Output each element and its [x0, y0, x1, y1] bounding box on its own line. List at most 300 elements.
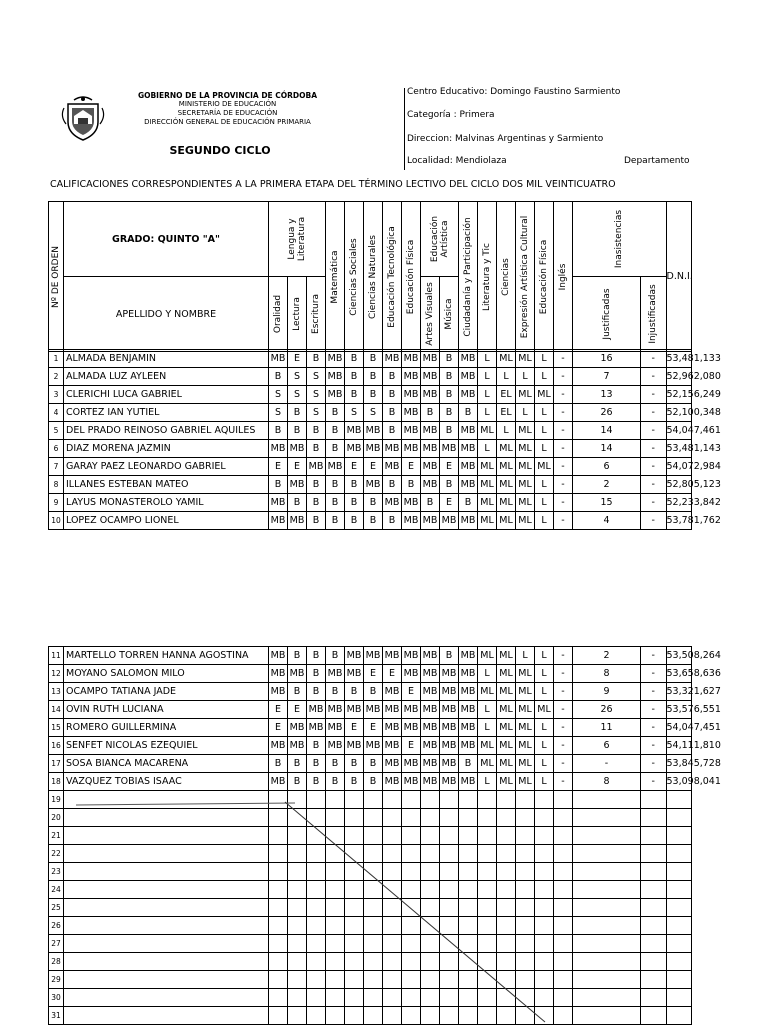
grade-cell: MB — [364, 737, 383, 755]
grade-cell: MB — [402, 665, 421, 683]
grade-cell: B — [364, 494, 383, 512]
province-shield-logo — [60, 94, 106, 142]
grade-cell: MB — [459, 773, 478, 791]
grade-cell: 6 — [573, 458, 641, 476]
row-number: 29 — [49, 971, 64, 989]
grade-cell: B — [288, 647, 307, 665]
ingles-header: Inglés — [554, 202, 573, 352]
grade-cell: L — [478, 350, 497, 368]
grade-cell: - — [641, 368, 667, 386]
grade-cell: MB — [269, 350, 288, 368]
grade-cell: B — [326, 647, 345, 665]
grade-cell: ML — [478, 494, 497, 512]
grade-cell: S — [288, 386, 307, 404]
grade-cell: B — [288, 683, 307, 701]
grade-cell: L — [478, 386, 497, 404]
grade-cell: B — [440, 422, 459, 440]
grade-cell: ML — [535, 701, 554, 719]
grade-cell: E — [288, 458, 307, 476]
grade-cell: E — [402, 458, 421, 476]
grade-cell: MB — [288, 476, 307, 494]
grade-cell: - — [554, 701, 573, 719]
grade-cell: L — [535, 440, 554, 458]
grade-cell: MB — [402, 350, 421, 368]
grade-cell: MB — [402, 512, 421, 530]
row-number: 31 — [49, 1007, 64, 1025]
grade-cell: 2 — [573, 476, 641, 494]
musica-header: Música — [440, 277, 459, 352]
row-number: 7 — [49, 458, 64, 476]
grade-cell: MB — [440, 755, 459, 773]
grade-cell: B — [383, 422, 402, 440]
grade-cell: ML — [516, 422, 535, 440]
grade-cell: MB — [364, 422, 383, 440]
grade-cell: 26 — [573, 404, 641, 422]
departamento: Departamento — [624, 156, 690, 166]
dni-cell: 52,100,348 — [666, 404, 692, 422]
grade-cell: MB — [364, 476, 383, 494]
grade-cell: 13 — [573, 386, 641, 404]
grade-cell: 4 — [573, 512, 641, 530]
grade-cell: - — [641, 719, 667, 737]
table-row — [49, 683, 692, 701]
grade-cell: MB — [459, 476, 478, 494]
grade-cell: MB — [421, 440, 440, 458]
table-row — [49, 440, 692, 458]
grade-cell: E — [345, 458, 364, 476]
grade-cell: MB — [288, 737, 307, 755]
grade-cell: B — [307, 512, 326, 530]
grade-cell: MB — [383, 494, 402, 512]
grade-cell: E — [288, 350, 307, 368]
grade-cell: B — [459, 404, 478, 422]
grade-cell: ML — [516, 773, 535, 791]
grade-cell: L — [535, 737, 554, 755]
table-row — [49, 422, 692, 440]
grade-cell: MB — [421, 512, 440, 530]
grade-cell: - — [641, 422, 667, 440]
student-name: VAZQUEZ TOBIAS ISAAC — [64, 773, 269, 791]
student-name: LOPEZ OCAMPO LIONEL — [64, 512, 269, 530]
grade-cell: MB — [326, 719, 345, 737]
grade-cell: 2 — [573, 647, 641, 665]
inasistencias-header: Inasistencias — [573, 202, 666, 277]
table-row — [49, 737, 692, 755]
student-name: SENFET NICOLAS EZEQUIEL — [64, 737, 269, 755]
grade-cell: B — [364, 512, 383, 530]
grade-cell: MB — [345, 701, 364, 719]
grade-cell: - — [641, 404, 667, 422]
grade-cell: MB — [383, 755, 402, 773]
dni-cell: 53,321,627 — [666, 683, 692, 701]
grade-cell: MB — [440, 683, 459, 701]
grade-cell: E — [364, 719, 383, 737]
escritura-header: Escritura — [307, 277, 326, 352]
grade-cell: B — [364, 773, 383, 791]
direction-line: DIRECCIÓN GENERAL DE EDUCACIÓN PRIMARIA — [144, 118, 311, 126]
grade-cell: MB — [421, 683, 440, 701]
grade-cell: MB — [440, 512, 459, 530]
grade-cell: B — [440, 386, 459, 404]
grade-cell: B — [288, 422, 307, 440]
grade-cell: - — [554, 440, 573, 458]
table-row — [49, 458, 692, 476]
grade-cell: MB — [402, 773, 421, 791]
grade-cell: B — [269, 476, 288, 494]
apellido-header: APELLIDO Y NOMBRE — [64, 277, 269, 352]
grade-cell: ML — [516, 494, 535, 512]
grade-cell: MB — [383, 350, 402, 368]
gov-title: GOBIERNO DE LA PROVINCIA DE CÓRDOBA — [137, 91, 318, 100]
grade-cell: ML — [497, 647, 516, 665]
grade-cell: L — [535, 422, 554, 440]
grade-cell: MB — [402, 719, 421, 737]
row-number: 1 — [49, 350, 64, 368]
grade-cell: EL — [497, 404, 516, 422]
student-name: ILLANES ESTEBAN MATEO — [64, 476, 269, 494]
grade-cell: B — [383, 386, 402, 404]
grade-cell: - — [554, 494, 573, 512]
grade-cell: E — [402, 737, 421, 755]
grade-cell: B — [326, 494, 345, 512]
grade-cell: B — [440, 404, 459, 422]
grade-cell: MB — [459, 647, 478, 665]
grade-cell: B — [440, 368, 459, 386]
grade-cell: 16 — [573, 350, 641, 368]
dni-cell: 54,047,461 — [666, 422, 692, 440]
grade-cell: B — [326, 683, 345, 701]
grade-cell: B — [345, 494, 364, 512]
grade-cell: - — [554, 458, 573, 476]
dni-cell: 53,481,143 — [666, 440, 692, 458]
ciclo-title: SEGUNDO CICLO — [169, 144, 271, 157]
grade-cell: MB — [364, 701, 383, 719]
grade-cell: L — [535, 404, 554, 422]
grade-cell: - — [554, 386, 573, 404]
literatura-header: Literatura y Tic — [478, 202, 497, 352]
row-number: 21 — [49, 827, 64, 845]
fisica-header: Educación Física — [402, 202, 421, 352]
grade-cell: L — [535, 719, 554, 737]
grade-cell: MB — [326, 458, 345, 476]
grade-cell: L — [535, 476, 554, 494]
grade-cell: MB — [383, 458, 402, 476]
grade-cell: MB — [383, 683, 402, 701]
grade-cell: MB — [402, 701, 421, 719]
grade-cell: B — [440, 350, 459, 368]
dni-cell: 53,781,762 — [666, 512, 692, 530]
row-number: 26 — [49, 917, 64, 935]
grado-header: GRADO: QUINTO "A" — [64, 202, 269, 277]
row-number: 10 — [49, 512, 64, 530]
grade-cell: ML — [516, 440, 535, 458]
grade-cell: L — [535, 755, 554, 773]
centro-educativo: Centro Educativo: Domingo Faustino Sarmiento — [407, 87, 621, 97]
grade-cell: E — [364, 665, 383, 683]
grade-cell: MB — [459, 440, 478, 458]
grade-cell: MB — [402, 404, 421, 422]
table-row — [49, 755, 692, 773]
grade-cell: - — [554, 350, 573, 368]
table-row — [49, 350, 692, 368]
grade-cell: B — [421, 404, 440, 422]
row-number: 30 — [49, 989, 64, 1007]
grade-cell: MB — [402, 440, 421, 458]
grade-cell: ML — [535, 386, 554, 404]
grade-cell: B — [364, 683, 383, 701]
grade-cell: L — [535, 350, 554, 368]
grade-cell: L — [478, 404, 497, 422]
grade-cell: B — [307, 350, 326, 368]
grade-cell: MB — [459, 737, 478, 755]
grade-cell: B — [269, 422, 288, 440]
localidad: Localidad: Mendiolaza — [407, 156, 507, 166]
grade-cell: MB — [421, 476, 440, 494]
dni-cell: 53,658,636 — [666, 665, 692, 683]
sociales-header: Ciencias Sociales — [345, 202, 364, 352]
student-name: ROMERO GUILLERMINA — [64, 719, 269, 737]
grade-cell: ML — [497, 512, 516, 530]
student-name: GARAY PAEZ LEONARDO GABRIEL — [64, 458, 269, 476]
row-number: 27 — [49, 935, 64, 953]
grade-cell: MB — [440, 719, 459, 737]
grade-cell: B — [345, 368, 364, 386]
grade-cell: MB — [326, 368, 345, 386]
table-row — [49, 476, 692, 494]
grade-cell: B — [307, 683, 326, 701]
grade-cell: MB — [459, 719, 478, 737]
student-name: CLERICHI LUCA GABRIEL — [64, 386, 269, 404]
student-name: OCAMPO TATIANA JADE — [64, 683, 269, 701]
grade-cell: - — [554, 719, 573, 737]
grade-cell: L — [478, 665, 497, 683]
grade-cell: MB — [459, 368, 478, 386]
table-row — [49, 773, 692, 791]
grade-cell: MB — [326, 386, 345, 404]
categoria: Categoría : Primera — [407, 110, 495, 120]
grade-cell: E — [269, 458, 288, 476]
grade-cell: MB — [402, 755, 421, 773]
grade-cell: MB — [269, 773, 288, 791]
grade-cell: MB — [421, 737, 440, 755]
ciudadania-header: Ciudadanía y Participación — [459, 202, 478, 352]
dni-cell: 52,805,123 — [666, 476, 692, 494]
grade-cell: 7 — [573, 368, 641, 386]
grade-cell: MB — [345, 665, 364, 683]
grade-cell: - — [573, 755, 641, 773]
grade-cell: MB — [459, 422, 478, 440]
grade-cell: E — [269, 701, 288, 719]
grade-cell: MB — [459, 458, 478, 476]
grade-cell: E — [383, 665, 402, 683]
row-number: 15 — [49, 719, 64, 737]
grade-cell: S — [307, 386, 326, 404]
ciencias-header: Ciencias — [497, 202, 516, 352]
grade-cell: B — [459, 755, 478, 773]
grade-cell: - — [641, 440, 667, 458]
grade-cell: B — [383, 512, 402, 530]
grade-cell: S — [364, 404, 383, 422]
grade-cell: MB — [269, 647, 288, 665]
grade-cell: ML — [497, 755, 516, 773]
grade-cell: - — [641, 494, 667, 512]
grade-cell: - — [554, 476, 573, 494]
grade-cell: ML — [478, 683, 497, 701]
ministry-line: MINISTERIO DE EDUCACIÓN — [178, 100, 277, 108]
grade-cell: L — [478, 440, 497, 458]
grade-cell: MB — [459, 665, 478, 683]
grade-cell: ML — [497, 719, 516, 737]
grade-cell: L — [535, 683, 554, 701]
table-row — [49, 647, 692, 665]
student-name: DIAZ MORENA JAZMIN — [64, 440, 269, 458]
grade-cell: MB — [421, 719, 440, 737]
grade-cell: L — [516, 368, 535, 386]
grade-cell: E — [345, 719, 364, 737]
grade-cell: ML — [497, 440, 516, 458]
grade-cell: B — [440, 647, 459, 665]
student-name: CORTEZ IAN YUTIEL — [64, 404, 269, 422]
dni-cell: 53,098,041 — [666, 773, 692, 791]
student-name: MOYANO SALOMON MILO — [64, 665, 269, 683]
grade-cell: - — [554, 665, 573, 683]
grade-cell: B — [326, 422, 345, 440]
grade-cell: ML — [516, 755, 535, 773]
grade-cell: MB — [269, 683, 288, 701]
grade-cell: MB — [459, 350, 478, 368]
row-number: 24 — [49, 881, 64, 899]
row-number: 8 — [49, 476, 64, 494]
grade-cell: L — [478, 773, 497, 791]
grade-cell: ML — [516, 719, 535, 737]
grade-cell: E — [269, 719, 288, 737]
grade-cell: ML — [516, 350, 535, 368]
grade-cell: L — [535, 665, 554, 683]
grade-cell: L — [478, 719, 497, 737]
row-number: 12 — [49, 665, 64, 683]
row-number: 20 — [49, 809, 64, 827]
grades-table-top — [48, 349, 721, 530]
grade-cell: B — [307, 422, 326, 440]
grade-cell: S — [269, 386, 288, 404]
grade-cell: MB — [459, 512, 478, 530]
grade-cell: B — [269, 368, 288, 386]
row-number: 14 — [49, 701, 64, 719]
grade-cell: B — [440, 476, 459, 494]
grade-cell: ML — [478, 512, 497, 530]
grade-cell: B — [383, 476, 402, 494]
grade-cell: B — [364, 386, 383, 404]
dni-header: D.N.I. — [666, 202, 692, 352]
grade-cell: L — [535, 368, 554, 386]
grade-cell: ML — [516, 386, 535, 404]
student-name: LAYUS MONASTEROLO YAMIL — [64, 494, 269, 512]
grade-cell: ML — [516, 737, 535, 755]
grade-cell: B — [383, 368, 402, 386]
dni-cell: 54,111,810 — [666, 737, 692, 755]
grade-cell: S — [269, 404, 288, 422]
grade-cell: - — [554, 737, 573, 755]
grade-cell: - — [641, 737, 667, 755]
fisica2-header: Educación Física — [535, 202, 554, 352]
grade-cell: MB — [288, 719, 307, 737]
grade-cell: MB — [421, 386, 440, 404]
student-name: OVIN RUTH LUCIANA — [64, 701, 269, 719]
row-number: 11 — [49, 647, 64, 665]
table-row — [49, 494, 692, 512]
injustificadas-header: Injustificadas — [641, 277, 666, 352]
grade-cell: ML — [497, 476, 516, 494]
expresion-header: Expresión Artística Cultural — [516, 202, 535, 352]
row-number: 6 — [49, 440, 64, 458]
grade-cell: 26 — [573, 701, 641, 719]
grade-cell: MB — [421, 701, 440, 719]
grade-cell: MB — [440, 701, 459, 719]
grade-cell: S — [288, 368, 307, 386]
grade-cell: L — [516, 647, 535, 665]
tecnologica-header: Educación Tecnológica — [383, 202, 402, 352]
grade-cell: - — [554, 683, 573, 701]
grade-cell: E — [364, 458, 383, 476]
lectura-header: Lectura — [288, 277, 307, 352]
grade-cell: MB — [326, 701, 345, 719]
grade-cell: B — [345, 773, 364, 791]
dni-cell: 53,576,551 — [666, 701, 692, 719]
grade-cell: - — [641, 665, 667, 683]
grade-cell: - — [641, 386, 667, 404]
grade-cell: B — [326, 440, 345, 458]
grade-cell: MB — [269, 737, 288, 755]
grades-header — [48, 201, 692, 352]
dni-cell: 54,047,451 — [666, 719, 692, 737]
grade-cell: B — [326, 512, 345, 530]
grade-cell: B — [269, 755, 288, 773]
grade-cell: L — [497, 368, 516, 386]
grade-cell: MB — [421, 647, 440, 665]
dni-cell: 53,845,728 — [666, 755, 692, 773]
grade-cell: ML — [516, 701, 535, 719]
table-row — [49, 512, 692, 530]
grade-cell: ML — [478, 647, 497, 665]
grade-cell: L — [497, 422, 516, 440]
grade-cell: ML — [478, 737, 497, 755]
grade-cell: ML — [516, 683, 535, 701]
grade-cell: MB — [345, 422, 364, 440]
grade-cell: B — [345, 350, 364, 368]
grade-cell: B — [345, 683, 364, 701]
grade-cell: L — [535, 773, 554, 791]
matematica-header: Matemática — [326, 202, 345, 352]
grade-cell: MB — [326, 737, 345, 755]
visuales-header: Artes Visuales — [421, 277, 440, 352]
student-name: MARTELLO TORREN HANNA AGOSTINA — [64, 647, 269, 665]
grade-cell: - — [554, 368, 573, 386]
grade-cell: E — [440, 458, 459, 476]
grade-cell: B — [307, 476, 326, 494]
grade-cell: B — [288, 755, 307, 773]
grade-cell: MB — [288, 665, 307, 683]
grade-cell: MB — [383, 440, 402, 458]
oralidad-header: Oralidad — [269, 277, 288, 352]
grade-cell: 9 — [573, 683, 641, 701]
grade-cell: B — [307, 773, 326, 791]
cancel-strokes — [0, 790, 768, 1024]
grade-cell: MB — [421, 350, 440, 368]
grade-cell: B — [307, 737, 326, 755]
grade-cell: B — [345, 755, 364, 773]
grade-cell: E — [288, 701, 307, 719]
grade-cell: - — [554, 755, 573, 773]
